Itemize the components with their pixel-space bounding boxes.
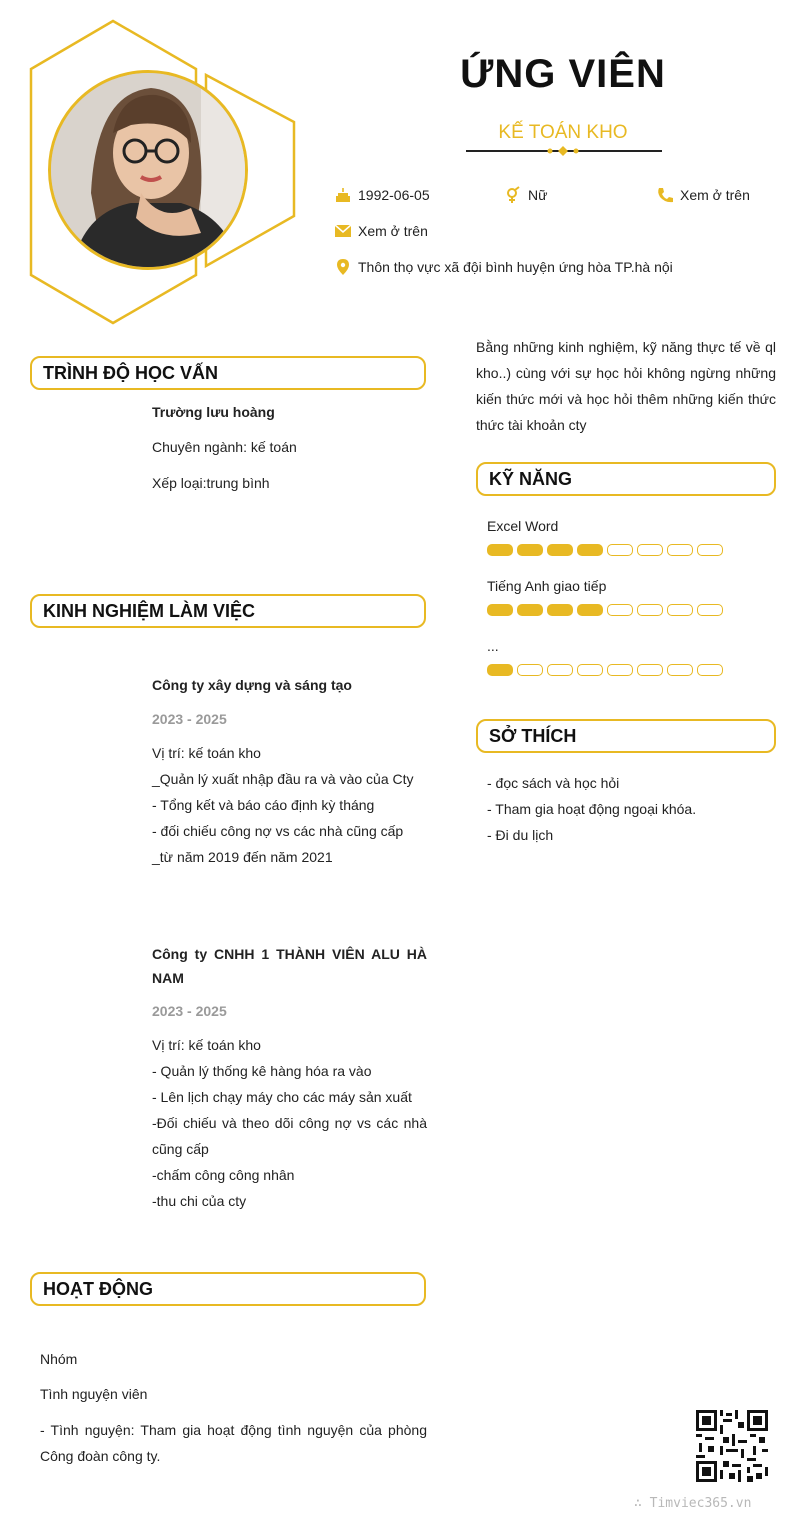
skill-level-segment (577, 544, 603, 556)
skill-level-segment (607, 604, 633, 616)
hobby-item: - đọc sách và học hỏi (487, 775, 620, 791)
job-line: - đối chiếu công nợ vs các nhà cũng cấp _từ năm 2019 đến năm 2021 (152, 823, 404, 865)
activity-org: Nhóm (40, 1351, 78, 1367)
gender-info (504, 186, 547, 204)
job-period: 2023 - 2025 (152, 711, 227, 727)
job-company: Công ty xây dựng và sáng tạo (152, 677, 352, 693)
hobbies-list (487, 770, 777, 848)
avatar (48, 70, 248, 270)
skill-name: ... (487, 638, 499, 654)
skill-level-segment (667, 604, 693, 616)
job-company: Công ty CNHH 1 THÀNH VIÊN ALU HÀ NAM (152, 946, 427, 986)
skill-level-segment (517, 544, 543, 556)
skill-level-segment (517, 664, 543, 676)
job-position: KẾ TOÁN KHO (498, 122, 628, 143)
skill-level-segment (487, 544, 513, 556)
skill-level-segment (697, 544, 723, 556)
skill-level-segment (697, 604, 723, 616)
skill-name: Tiếng Anh giao tiếp (487, 578, 607, 594)
hobby-item: - Đi du lịch (487, 827, 554, 843)
hobby-item: - Tham gia hoạt động ngoại khóa. (487, 801, 697, 817)
gender-value: Nữ (528, 187, 548, 203)
skill-level-bar (487, 664, 777, 676)
divider-ornament (546, 146, 580, 156)
skill-level-segment (487, 604, 513, 616)
skill-level-segment (487, 664, 513, 676)
skill-level-segment (667, 544, 693, 556)
email-info (334, 222, 428, 240)
skill-level-segment (667, 664, 693, 676)
job-entry-2 (152, 942, 427, 1214)
skill-item (487, 578, 777, 616)
job-line: Vị trí: kế toán kho (152, 1037, 261, 1053)
skill-level-segment (517, 604, 543, 616)
phone-icon (656, 186, 674, 204)
address-info (334, 258, 673, 276)
job-line: -thu chi của cty (152, 1193, 247, 1209)
address-value: Thôn thọ vực xã đội bình huyện ứng hòa TP.hà nội (358, 259, 673, 275)
experience-header: KINH NGHIỆM LÀM VIỆC (30, 594, 426, 628)
skill-level-segment (637, 544, 663, 556)
job-entry-1 (152, 672, 427, 870)
career-objective: Bằng những kinh nghiệm, kỹ năng thực tế về ql kho..) cùng với sự học hỏi không ngừng những kiến thức mới và học hỏi thêm những kiến thức thức tài khoản cty (476, 339, 776, 433)
birthday-info (334, 186, 430, 204)
school-name: Trường lưu hoàng (152, 404, 275, 420)
location-pin-icon (334, 258, 352, 276)
skill-level-segment (637, 604, 663, 616)
education-grade: Xếp loại:trung bình (152, 475, 270, 491)
skills-header: KỸ NĂNG (476, 462, 776, 496)
skill-level-segment (637, 664, 663, 676)
qr-code-icon[interactable] (696, 1410, 768, 1482)
job-period: 2023 - 2025 (152, 1003, 227, 1019)
education-major: Chuyên ngành: kế toán (152, 439, 297, 455)
job-line: - Lên lịch chạy máy cho các máy sản xuất (152, 1089, 412, 1105)
skill-level-segment (607, 664, 633, 676)
job-line: _Quản lý xuất nhập đầu ra và vào của Cty (152, 771, 414, 787)
skill-name: Excel Word (487, 518, 559, 534)
skill-level-segment (697, 664, 723, 676)
birthday-value: 1992-06-05 (358, 187, 430, 203)
skill-level-segment (607, 544, 633, 556)
job-line: Vị trí: kế toán kho (152, 745, 261, 761)
birthday-cake-icon (334, 186, 352, 204)
skill-level-segment (547, 664, 573, 676)
skill-level-segment (547, 604, 573, 616)
phone-value[interactable]: Xem ở trên (680, 187, 750, 203)
skill-level-segment (547, 544, 573, 556)
activities-header: HOẠT ĐỘNG (30, 1272, 426, 1306)
email-value[interactable]: Xem ở trên (358, 223, 428, 239)
phone-info (656, 186, 750, 204)
skill-item (487, 638, 777, 676)
job-line: -Đối chiếu và theo dõi công nợ vs các nhà cũng cấp (152, 1115, 427, 1157)
skill-item (487, 518, 777, 556)
gender-icon (504, 186, 522, 204)
job-line: -chấm công công nhân (152, 1167, 295, 1183)
job-line: - Tổng kết và báo cáo định kỳ tháng (152, 797, 375, 813)
skill-level-segment (577, 604, 603, 616)
candidate-name: ỨNG VIÊN (460, 52, 666, 96)
skill-level-bar (487, 604, 777, 616)
skill-level-segment (577, 664, 603, 676)
email-icon (334, 222, 352, 240)
education-header: TRÌNH ĐỘ HỌC VẤN (30, 356, 426, 390)
job-line: - Quản lý thống kê hàng hóa ra vào (152, 1063, 372, 1079)
activity-desc: - Tình nguyện: Tham gia hoạt động tình nguyện của phòng Công đoàn công ty. (40, 1422, 427, 1464)
brand-text: Timviec365.vn (649, 1496, 752, 1511)
brand-mark-icon: ∴ (634, 1496, 650, 1511)
activity-role: Tình nguyện viên (40, 1386, 148, 1402)
hobbies-header: SỞ THÍCH (476, 719, 776, 753)
skill-level-bar (487, 544, 777, 556)
footer-brand[interactable] (634, 1496, 751, 1511)
